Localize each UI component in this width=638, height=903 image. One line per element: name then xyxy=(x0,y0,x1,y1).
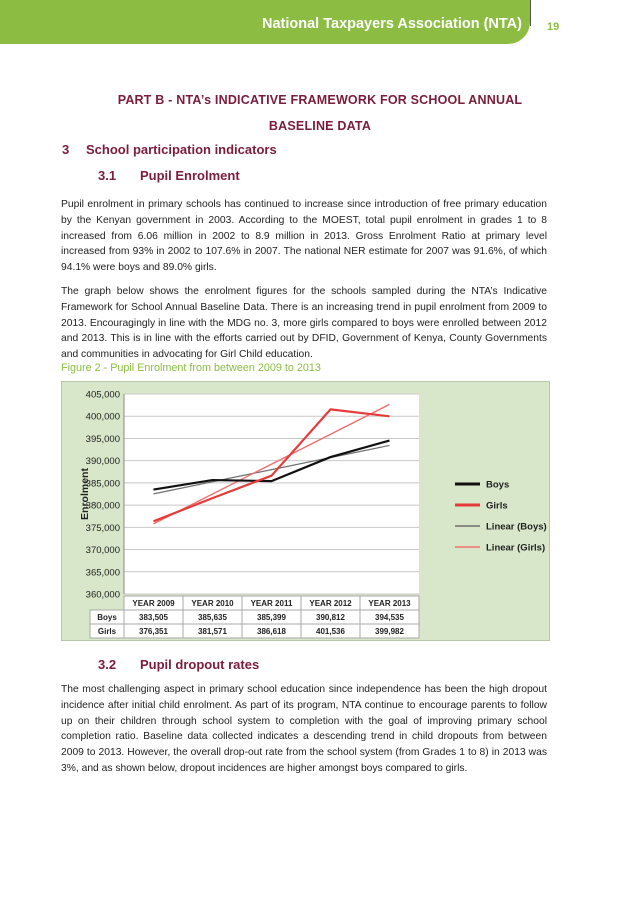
y-tick-label: 405,000 xyxy=(85,389,120,401)
subsection-title: Pupil dropout rates xyxy=(140,657,260,672)
table-row-label: Boys xyxy=(97,613,117,622)
data-label: 401,536 xyxy=(316,627,345,636)
figure-caption: Figure 2 - Pupil Enrolment from between 2009 to 2013 xyxy=(61,362,321,374)
data-label: 385,635 xyxy=(198,613,227,622)
table-row-label: Girls xyxy=(97,627,117,636)
subsection-heading-dropout xyxy=(98,657,259,672)
data-label: 381,571 xyxy=(198,627,227,636)
data-label: 383,505 xyxy=(139,613,168,622)
legend-label: Boys xyxy=(486,479,510,491)
x-tick-label: YEAR 2011 xyxy=(250,599,293,608)
x-tick-label: YEAR 2013 xyxy=(368,599,411,608)
y-tick-label: 395,000 xyxy=(85,433,120,445)
section-number: 3 xyxy=(62,142,70,157)
data-label: 376,351 xyxy=(139,627,168,636)
data-label: 394,535 xyxy=(375,613,404,622)
x-tick-label: YEAR 2010 xyxy=(191,599,234,608)
data-table xyxy=(90,596,419,638)
y-tick-label: 370,000 xyxy=(85,545,120,557)
data-label: 385,399 xyxy=(257,613,286,622)
section-title: School participation indicators xyxy=(86,142,277,157)
header-divider xyxy=(530,0,531,26)
y-tick-label: 375,000 xyxy=(85,522,120,534)
page-number: 19 xyxy=(547,21,560,33)
legend-label: Girls xyxy=(486,500,508,512)
paragraph-enrolment-graph: The graph below shows the enrolment figures for the schools sampled during the NTA’s Indicative Framework for School Annual Baseline Data. There is an increasing trend in pupil enrolment from 2009 to 2013. Encouragingly in line with the MDG no. 3, more girls compared to boys were enrolled between 2012 and 2013. This is in line with the efforts carried out by DFID, Government of Kenya, County Governments and communities in advocating for Girl Child education. xyxy=(61,286,547,361)
subsection-number: 3.1 xyxy=(98,168,117,183)
y-tick-label: 380,000 xyxy=(85,500,120,512)
part-title-line1: PART B - NTA’s INDICATIVE FRAMEWORK FOR SCHOOL ANNUAL xyxy=(117,93,523,107)
y-tick-label: 385,000 xyxy=(85,478,120,490)
subsection-title: Pupil Enrolment xyxy=(140,168,240,183)
chart-legend xyxy=(455,480,547,554)
x-tick-label: YEAR 2012 xyxy=(309,599,352,608)
legend-label: Linear (Girls) xyxy=(486,542,546,554)
y-tick-label: 390,000 xyxy=(85,456,120,468)
enrolment-chart xyxy=(61,381,550,641)
plot-area xyxy=(124,394,419,594)
data-label: 390,812 xyxy=(316,613,345,622)
paragraph-dropout: The most challenging aspect in primary school education since independence has been the high dropout incidence after initial child enrolment. As part of its program, NTA continue to encourage parents to follow up on their children through school system to completion with the goal of improving primary school completion ratio. Baseline data collected indicates a descending trend in child dropouts from between 2009 to 2013. However, the overall drop-out rate from the school system (from Grades 1 to 8) in 2013 was 3%, and as shown below, dropout incidences are higher amongst boys compared to girls. xyxy=(61,684,547,774)
paragraph-enrolment-intro: Pupil enrolment in primary schools has continued to increase since introduction of free primary education by the Kenyan government in 2003. According to the MOEST, total pupil enrolment in grades 1 to 8 increased from 6.06 million in 2002 to 8.9 million in 2013. Gross Enrolment Ratio at primary level increased from 93% in 2002 to 107.6% in 2007. The national NER estimate for 2007 was 91.6%, of which 94.1% were boys and 89.0% girls. xyxy=(61,199,547,274)
data-label: 386,618 xyxy=(257,627,286,636)
legend-label: Linear (Boys) xyxy=(486,521,547,533)
section-heading xyxy=(62,142,277,157)
part-title-line2: BASELINE DATA xyxy=(268,119,372,133)
y-tick-label: 400,000 xyxy=(85,411,120,423)
data-label: 399,982 xyxy=(375,627,404,636)
y-tick-label: 360,000 xyxy=(85,589,120,601)
subsection-heading-enrolment xyxy=(98,168,240,183)
chart-svg xyxy=(62,382,551,642)
subsection-number: 3.2 xyxy=(98,657,117,672)
y-tick-label: 365,000 xyxy=(85,567,120,579)
page-header xyxy=(0,0,638,44)
header-title: National Taxpayers Association (NTA) xyxy=(262,16,522,32)
x-tick-label: YEAR 2009 xyxy=(132,599,175,608)
y-axis-label: Enrolment xyxy=(79,468,91,520)
